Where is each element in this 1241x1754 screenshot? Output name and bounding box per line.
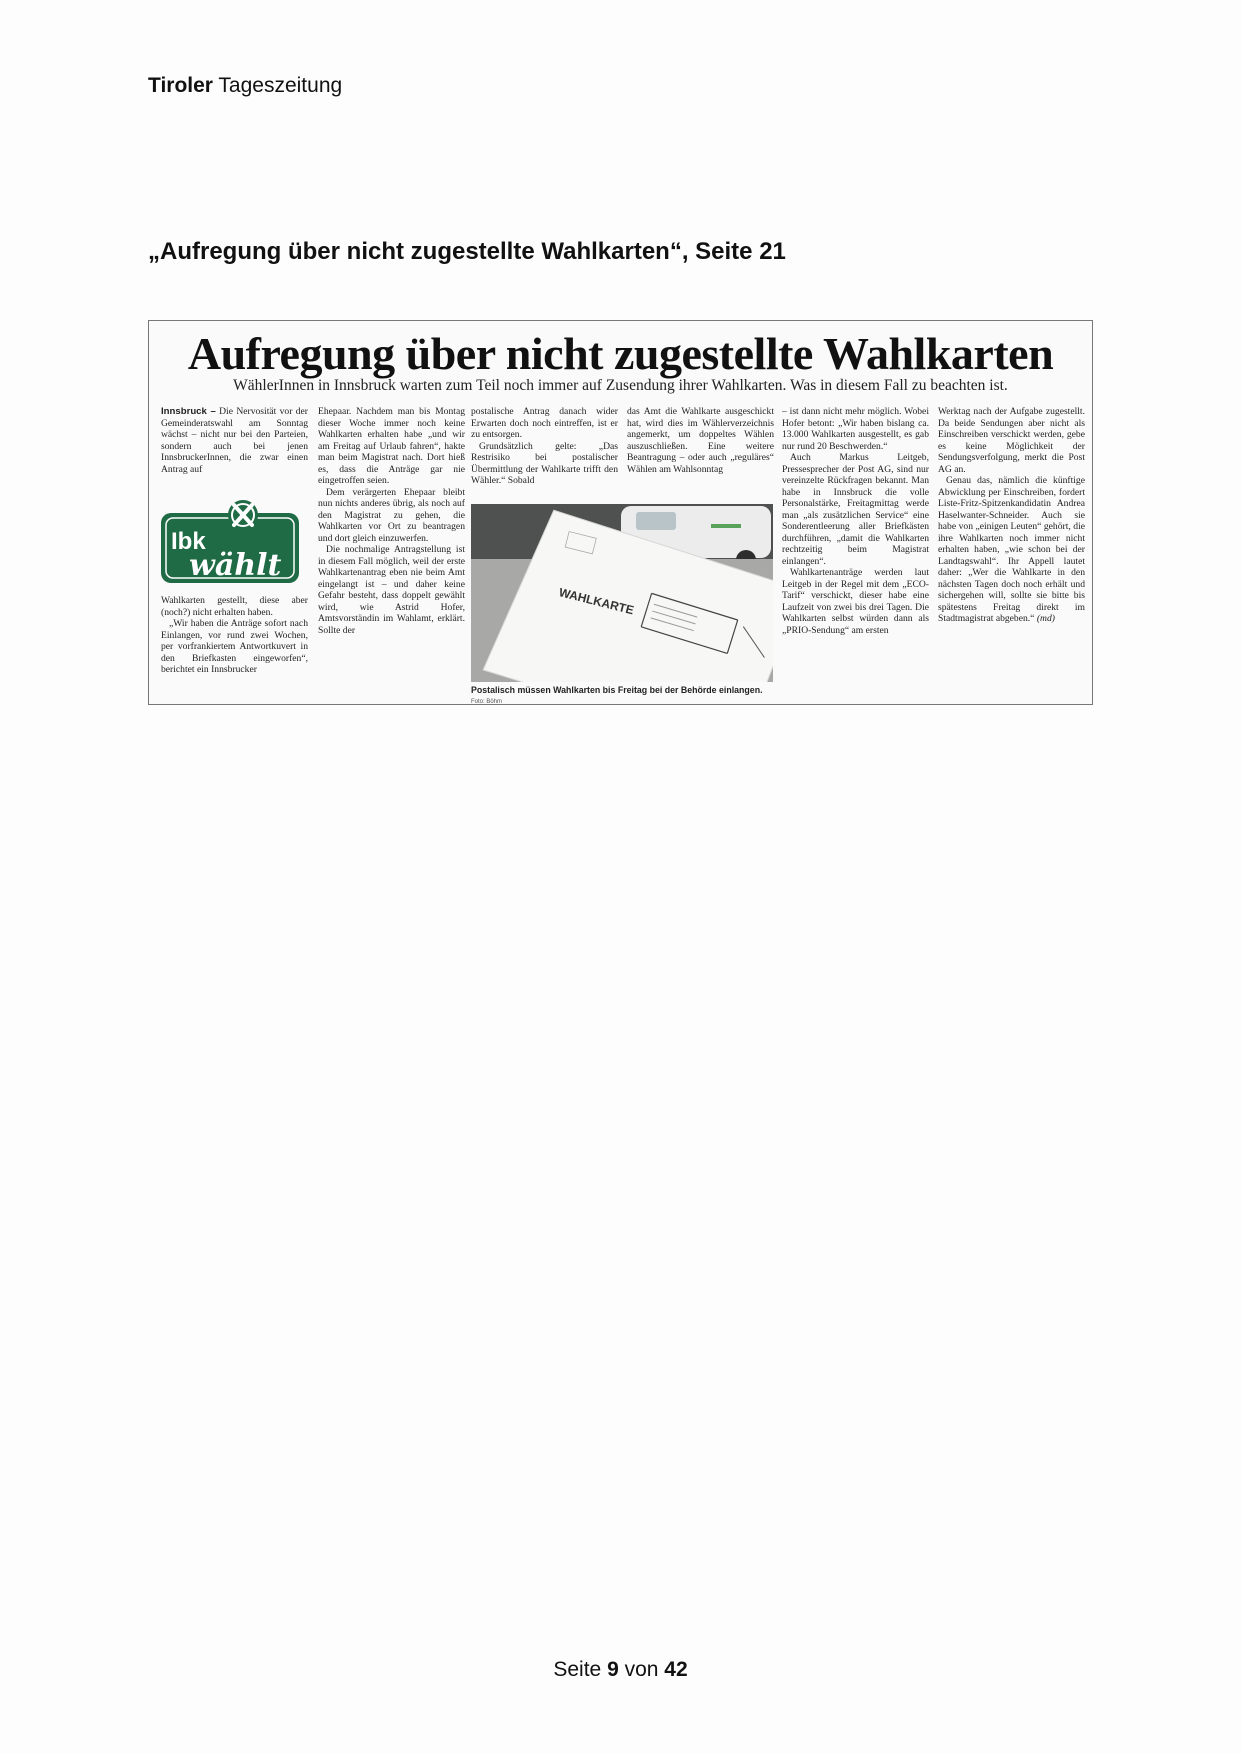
paragraph: „Wir haben die Anträge sofort nach Einlangen, vor rund zwei Wochen, per vorfrankiertem Antwortkuvert in den Briefkasten eingeworfen“, berichtet ein Innsbrucker [161,618,308,675]
page-middle: von [618,1658,665,1681]
article-subheadline: WählerInnen in Innsbruck warten zum Teil noch immer auf Zusendung ihrer Wahlkarten. Was in diesem Fall zu beachten ist. [233,377,1008,394]
paragraph: – ist dann nicht mehr möglich. Wobei Hofer betont: „Wir haben bislang ca. 13.000 Wahlkarten ausgestellt, es gab nur rund 20 Beschwerden.“ [782,406,929,452]
publication-name-rest: Tageszeitung [212,74,343,97]
paragraph: Ehepaar. Nachdem man bis Montag dieser Woche immer noch keine Wahlkarten erhalten habe „und wir am Freitag auf Urlaub fahren“, hakte man beim Magistrat nach. Dort hieß es, dass die Anträge gar nie eingetroffen seien. [318,406,465,486]
caption-text: Postalisch müssen Wahlkarten bis Freitag bei der Behörde einlangen. [471,685,763,695]
photo-credit: Foto: Böhm [471,699,503,705]
dateline: Innsbruck – [161,406,216,417]
photo-caption [471,685,773,705]
article-headline: Aufregung über nicht zugestellte Wahlkarten [187,328,1054,379]
paragraph: postalische Antrag danach wider Erwarten doch noch eintreffen, ist er zu entsorgen. [471,406,618,440]
paragraph-text: Genau das, nämlich die künftige Abwicklung per Einschreiben, fordert Liste-Fritz-Spitzenkandidatin Andrea Haselwanter-Schneider. Auch sie habe von „einigen Leuten“ gehört, die ihre Wahlkarten noch immer nicht erhalten haben, „wie schon bei der Landtagswahl“. Ihr Appell lautet daher: „Wer die Wahlkarte in den nächsten Tagen doch noch erhält und sichergehen will, sollte sie bitte bis spätestens Freitag direkt im Stadtmagistrat abgeben.“ [938,475,1085,624]
author-initials: (md) [1036,613,1055,624]
paragraph: Auch Markus Leitgeb, Pressesprecher der Post AG, sind nur vereinzelte Rückfragen bekannt. Man habe in Innsbruck die volle Personalstärke, Freitagmittag werde man „als zusätzlichen Service“ eine Sonderentleerung aller Briefkästen durchführen, „damit die Wahlkarten rechtzeitig beim Magistrat einlangen“. [782,452,929,567]
paragraph [161,406,308,475]
article-column-2 [318,406,465,698]
paragraph: Werktag nach der Aufgabe zugestellt. Da beide Sendungen aber nicht als Einschreiben verschickt werden, gebe es keine Möglichkeit der Sendungsverfolgung, merkt die Post AG an. [938,406,1085,475]
article-column-1-top [161,406,308,488]
article-column-4 [627,406,774,498]
article-column-5 [782,406,929,698]
envelope-label: WAHLKARTE [557,585,636,618]
logo-text-ibk: Ibk [171,528,206,555]
paragraph: Dem verärgerten Ehepaar bleibt nun nichts anderes übrig, als noch auf den Magistrat zu gehen, die Wahlkarten vor Ort zu beantragen und dort gleich einzuwerfen. [318,486,465,544]
envelope-photo [471,504,773,682]
paragraph [938,475,1085,625]
article-column-6 [938,406,1085,698]
newspaper-clipping [148,320,1093,705]
current-page: 9 [607,1658,619,1681]
publication-name-bold: Tiroler [148,74,213,97]
logo-text-waehlt: wählt [189,548,282,583]
paragraph: Wahlkartenanträge werden laut Leitgeb in der Regel mit dem „ECO-Tarif“ verschickt, dieser habe eine Laufzeit von zwei bis drei Tagen. Die Wahlkarten selbst würden dann als „PRIO-Sendung“ am ersten [782,567,929,636]
publication-name [148,74,342,98]
ibk-waehlt-logo [161,499,301,589]
paragraph-text: Die Nervosität vor der Gemeinderatswahl am Sonntag wächst – nicht nur bei den Parteien, sondern auch bei jenen InnsbruckerInnen, die zwar einen Antrag auf [161,406,308,475]
paragraph: Die nochmalige Antragstellung ist in diesem Fall möglich, weil der erste Wahlkartenantrag eben nie beim Amt eingelangt ist – und daher keine Gefahr besteht, dass doppelt gewählt wird, wie Astrid Hofer, Amtsvorständin im Wahlamt, erklärt. Sollte der [318,544,465,636]
paragraph: Grundsätzlich gelte: „Das Restrisiko bei postalischer Übermittlung der Wahlkarte trifft den Wähler.“ Sobald [471,440,618,486]
ballot-cross-icon [228,500,258,530]
page-number [0,1658,1241,1682]
article-column-1-bottom [161,595,308,698]
total-pages: 42 [664,1658,688,1681]
paragraph: Wahlkarten gestellt, diese aber (noch?) nicht erhalten haben. [161,595,308,618]
article-column-3 [471,406,618,498]
document-title: „Aufregung über nicht zugestellte Wahlkarten“, Seite 21 [148,238,786,265]
page-prefix: Seite [553,1658,608,1681]
paragraph: das Amt die Wahlkarte ausgeschickt hat, wird dies im Wählerverzeichnis angemerkt, um doppeltes Wählen auszuschließen. Eine weitere Beantragung – oder auch „reguläres“ Wählen am Wahlsonntag [627,406,774,475]
